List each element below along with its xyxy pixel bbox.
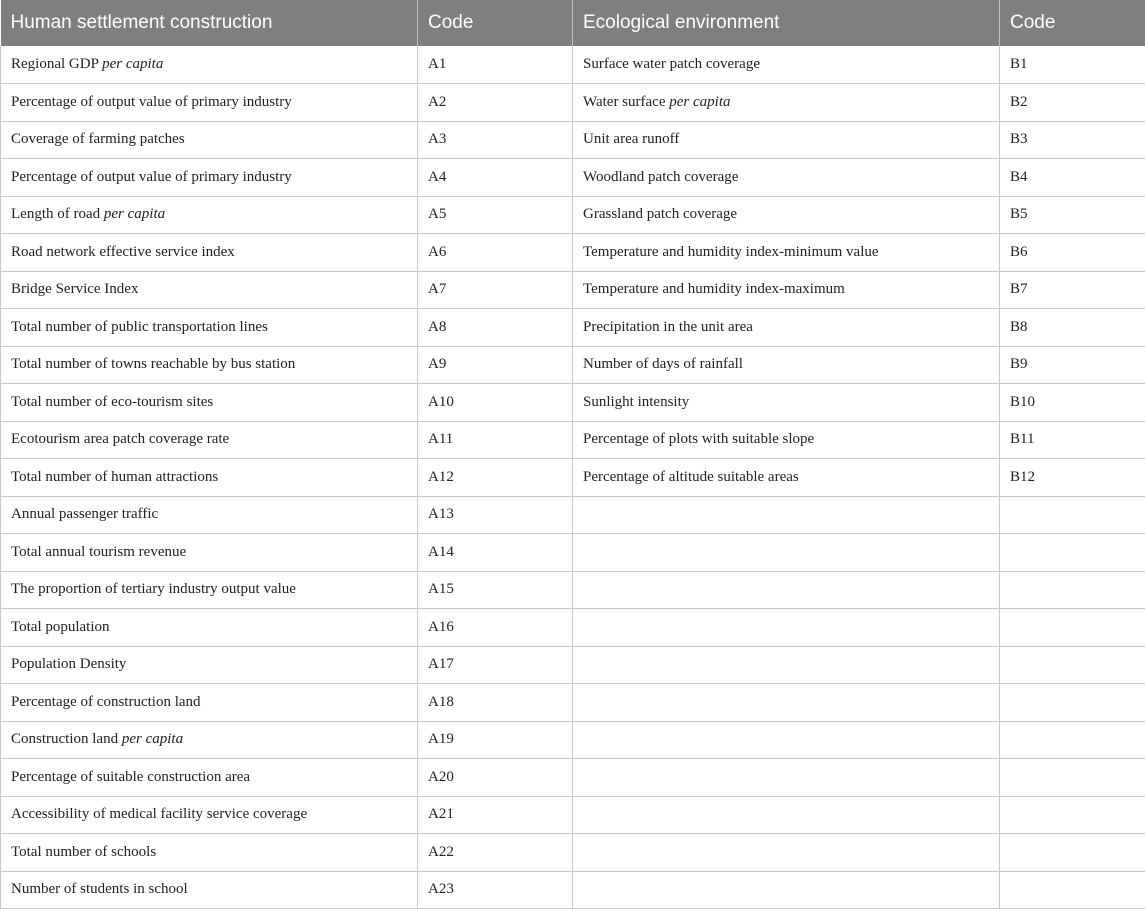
human-indicator-cell-text: Construction land: [11, 731, 122, 747]
table-row: [1, 571, 1145, 609]
table-row: [1, 421, 1145, 459]
ecological-indicator-cell: [573, 496, 1000, 534]
human-indicator-cell: [1, 346, 418, 384]
human-indicator-cell: [1, 196, 418, 234]
table-row: [1, 496, 1145, 534]
ecological-indicator-cell: [573, 196, 1000, 234]
human-indicator-cell-text: Length of road: [11, 206, 104, 222]
human-indicator-cell-italic-text: per capita: [102, 56, 163, 72]
human-indicator-cell: [1, 721, 418, 759]
ecological-code-cell: B8: [1000, 309, 1145, 347]
human-indicator-cell-text: Total number of human attractions: [11, 469, 218, 485]
header-code-a: Code: [418, 0, 573, 46]
table-row: [1, 196, 1145, 234]
human-indicator-cell: [1, 121, 418, 159]
human-indicator-cell-text: Regional GDP: [11, 56, 102, 72]
ecological-indicator-cell: [573, 346, 1000, 384]
ecological-indicator-cell: [573, 159, 1000, 197]
ecological-code-cell: [1000, 609, 1145, 647]
human-indicator-cell: [1, 871, 418, 909]
human-indicator-cell-text: Percentage of output value of primary industry: [11, 169, 292, 185]
ecological-indicator-cell: [573, 384, 1000, 422]
human-indicator-cell: [1, 309, 418, 347]
header-ecological-environment: Ecological environment: [573, 0, 1000, 46]
ecological-indicator-cell-text: Precipitation in the unit area: [583, 319, 753, 335]
human-indicator-cell-text: Total annual tourism revenue: [11, 544, 186, 560]
ecological-indicator-cell: [573, 234, 1000, 272]
table-row: [1, 834, 1145, 872]
human-code-cell: A15: [418, 571, 573, 609]
table-row: [1, 346, 1145, 384]
ecological-code-cell: [1000, 571, 1145, 609]
ecological-code-cell: B6: [1000, 234, 1145, 272]
human-indicator-cell-text: Percentage of construction land: [11, 694, 201, 710]
human-indicator-cell: [1, 46, 418, 84]
human-code-cell: A13: [418, 496, 573, 534]
human-indicator-cell: [1, 534, 418, 572]
human-indicator-cell: [1, 271, 418, 309]
human-indicator-cell: [1, 684, 418, 722]
ecological-indicator-cell-text: Unit area runoff: [583, 131, 679, 147]
ecological-indicator-cell-italic-text: per capita: [669, 94, 730, 110]
ecological-indicator-cell: [573, 759, 1000, 797]
ecological-indicator-cell-text: Temperature and humidity index-minimum value: [583, 244, 879, 260]
human-code-cell: A17: [418, 646, 573, 684]
table-row: [1, 271, 1145, 309]
human-code-cell: A2: [418, 84, 573, 122]
header-code-b: Code: [1000, 0, 1145, 46]
ecological-indicator-cell: [573, 646, 1000, 684]
table-row: [1, 684, 1145, 722]
table-row: [1, 759, 1145, 797]
human-indicator-cell-italic-text: per capita: [122, 731, 183, 747]
human-code-cell: A16: [418, 609, 573, 647]
ecological-indicator-cell-text: Water surface: [583, 94, 669, 110]
ecological-code-cell: B2: [1000, 84, 1145, 122]
human-indicator-cell: [1, 571, 418, 609]
ecological-code-cell: [1000, 796, 1145, 834]
human-code-cell: A10: [418, 384, 573, 422]
ecological-indicator-cell: [573, 684, 1000, 722]
human-code-cell: A22: [418, 834, 573, 872]
table-row: [1, 384, 1145, 422]
ecological-indicator-cell-text: Grassland patch coverage: [583, 206, 737, 222]
ecological-indicator-cell-text: Percentage of plots with suitable slope: [583, 431, 814, 447]
ecological-code-cell: B10: [1000, 384, 1145, 422]
ecological-code-cell: B1: [1000, 46, 1145, 84]
ecological-indicator-cell: [573, 534, 1000, 572]
human-indicator-cell: [1, 84, 418, 122]
table-row: [1, 234, 1145, 272]
ecological-indicator-cell-text: Number of days of rainfall: [583, 356, 743, 372]
human-code-cell: A12: [418, 459, 573, 497]
human-code-cell: A14: [418, 534, 573, 572]
human-indicator-cell: [1, 759, 418, 797]
human-indicator-cell: [1, 421, 418, 459]
ecological-code-cell: [1000, 646, 1145, 684]
human-indicator-cell: [1, 384, 418, 422]
human-code-cell: A1: [418, 46, 573, 84]
human-indicator-cell-text: Percentage of suitable construction area: [11, 769, 250, 785]
human-code-cell: A8: [418, 309, 573, 347]
ecological-code-cell: B11: [1000, 421, 1145, 459]
human-indicator-cell-text: Percentage of output value of primary industry: [11, 94, 292, 110]
ecological-code-cell: B9: [1000, 346, 1145, 384]
human-code-cell: A20: [418, 759, 573, 797]
human-indicator-cell-text: Road network effective service index: [11, 244, 235, 260]
ecological-code-cell: [1000, 871, 1145, 909]
table-row: [1, 121, 1145, 159]
ecological-indicator-cell: [573, 571, 1000, 609]
human-code-cell: A7: [418, 271, 573, 309]
ecological-code-cell: [1000, 496, 1145, 534]
human-indicator-cell: [1, 834, 418, 872]
human-indicator-cell: [1, 496, 418, 534]
ecological-indicator-cell: [573, 271, 1000, 309]
header-human-settlement: Human settlement construction: [1, 0, 418, 46]
ecological-indicator-cell-text: Temperature and humidity index-maximum: [583, 281, 845, 297]
ecological-indicator-cell: [573, 121, 1000, 159]
human-indicator-cell-text: Total number of schools: [11, 844, 156, 860]
table-row: [1, 459, 1145, 497]
human-indicator-cell-text: Accessibility of medical facility service coverage: [11, 806, 307, 822]
ecological-code-cell: [1000, 721, 1145, 759]
human-code-cell: A19: [418, 721, 573, 759]
human-code-cell: A5: [418, 196, 573, 234]
ecological-code-cell: [1000, 834, 1145, 872]
human-indicator-cell-text: Total number of towns reachable by bus station: [11, 356, 295, 372]
ecological-code-cell: [1000, 684, 1145, 722]
human-code-cell: A21: [418, 796, 573, 834]
ecological-indicator-cell: [573, 309, 1000, 347]
ecological-indicator-cell: [573, 421, 1000, 459]
human-indicator-cell: [1, 234, 418, 272]
header-row: [1, 0, 1145, 46]
human-indicator-cell-italic-text: per capita: [104, 206, 165, 222]
ecological-indicator-cell-text: Percentage of altitude suitable areas: [583, 469, 799, 485]
table-header: [1, 0, 1145, 46]
human-code-cell: A11: [418, 421, 573, 459]
human-code-cell: A4: [418, 159, 573, 197]
human-code-cell: A18: [418, 684, 573, 722]
ecological-indicator-cell-text: Woodland patch coverage: [583, 169, 738, 185]
human-indicator-cell-text: Number of students in school: [11, 881, 188, 897]
ecological-code-cell: B4: [1000, 159, 1145, 197]
table-row: [1, 796, 1145, 834]
table-row: [1, 871, 1145, 909]
table-body: [1, 46, 1145, 909]
ecological-indicator-cell-text: Surface water patch coverage: [583, 56, 760, 72]
table-row: [1, 609, 1145, 647]
human-indicator-cell: [1, 646, 418, 684]
ecological-code-cell: B12: [1000, 459, 1145, 497]
human-code-cell: A23: [418, 871, 573, 909]
human-indicator-cell: [1, 609, 418, 647]
ecological-code-cell: B5: [1000, 196, 1145, 234]
ecological-code-cell: [1000, 759, 1145, 797]
human-indicator-cell-text: Total number of public transportation lines: [11, 319, 268, 335]
table-row: [1, 159, 1145, 197]
table-row: [1, 534, 1145, 572]
human-indicator-cell-text: Population Density: [11, 656, 126, 672]
ecological-code-cell: [1000, 534, 1145, 572]
ecological-indicator-cell: [573, 871, 1000, 909]
ecological-indicator-cell: [573, 459, 1000, 497]
human-indicator-cell-text: Annual passenger traffic: [11, 506, 158, 522]
table-row: [1, 46, 1145, 84]
human-indicator-cell-text: Coverage of farming patches: [11, 131, 185, 147]
ecological-code-cell: B7: [1000, 271, 1145, 309]
human-indicator-cell: [1, 159, 418, 197]
human-indicator-cell: [1, 459, 418, 497]
ecological-code-cell: B3: [1000, 121, 1145, 159]
human-code-cell: A6: [418, 234, 573, 272]
table-row: [1, 309, 1145, 347]
human-indicator-cell-text: Total number of eco-tourism sites: [11, 394, 213, 410]
table-row: [1, 646, 1145, 684]
table-row: [1, 721, 1145, 759]
human-indicator-cell-text: Total population: [11, 619, 110, 635]
ecological-indicator-cell: [573, 46, 1000, 84]
ecological-indicator-cell: [573, 609, 1000, 647]
ecological-indicator-cell: [573, 834, 1000, 872]
human-indicator-cell-text: Bridge Service Index: [11, 281, 138, 297]
table-row: [1, 84, 1145, 122]
ecological-indicator-cell: [573, 721, 1000, 759]
ecological-indicator-cell: [573, 84, 1000, 122]
ecological-indicator-cell: [573, 796, 1000, 834]
human-code-cell: A9: [418, 346, 573, 384]
human-indicator-cell-text: Ecotourism area patch coverage rate: [11, 431, 229, 447]
human-code-cell: A3: [418, 121, 573, 159]
human-indicator-cell: [1, 796, 418, 834]
human-indicator-cell-text: The proportion of tertiary industry output value: [11, 581, 296, 597]
ecological-indicator-cell-text: Sunlight intensity: [583, 394, 689, 410]
